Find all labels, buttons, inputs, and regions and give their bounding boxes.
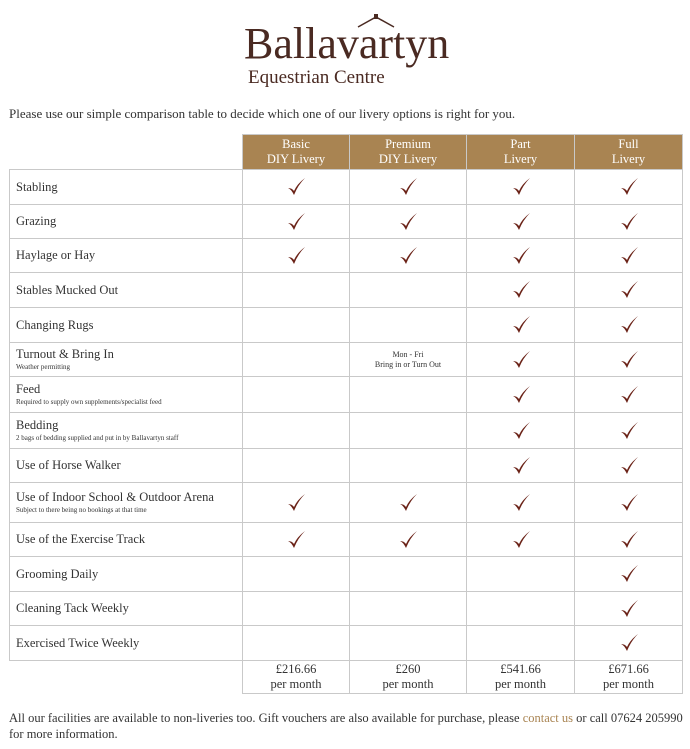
table-cell [350, 377, 467, 413]
checkmark-icon [618, 455, 640, 477]
table-cell [243, 449, 350, 483]
table-cell [467, 273, 575, 308]
price-cell-premium: £260 per month [350, 661, 467, 694]
table-cell [467, 557, 575, 592]
table-row [10, 449, 683, 483]
column-header-part: Part Livery [467, 135, 575, 170]
row-label-text: Bedding [16, 418, 59, 432]
row-label-text: Use of Horse Walker [16, 458, 121, 472]
checkmark-icon [618, 384, 640, 406]
table-row [10, 308, 683, 343]
checkmark-icon [510, 529, 532, 551]
table-cell [350, 592, 467, 626]
column-header-basic: Basic DIY Livery [243, 135, 350, 170]
checkmark-icon [510, 384, 532, 406]
price-cell-part: £541.66 per month [467, 661, 575, 694]
row-label [10, 413, 243, 449]
row-label [10, 170, 243, 205]
table-cell [350, 205, 467, 239]
table-row [10, 413, 683, 449]
row-label [10, 377, 243, 413]
table-cell [467, 170, 575, 205]
table-cell [575, 626, 683, 661]
price-cell-full: £671.66 per month [575, 661, 683, 694]
footer-text-after: or call 07624 205990 for more information. [9, 711, 683, 741]
checkmark-icon [618, 245, 640, 267]
table-cell [575, 483, 683, 523]
table-cell [467, 523, 575, 557]
checkmark-icon [618, 492, 640, 514]
table-cell [350, 239, 467, 273]
row-label [10, 273, 243, 308]
row-label [10, 343, 243, 377]
checkmark-icon [397, 245, 419, 267]
checkmark-icon [397, 529, 419, 551]
table-cell [467, 413, 575, 449]
row-label-text: Turnout & Bring In [16, 347, 114, 361]
table-row [10, 557, 683, 592]
price-cell-basic: £216.66 per month [243, 661, 350, 694]
row-label [10, 449, 243, 483]
checkmark-icon [618, 563, 640, 585]
row-label-text: Cleaning Tack Weekly [16, 601, 129, 615]
table-cell [575, 523, 683, 557]
checkmark-icon [510, 176, 532, 198]
table-cell [350, 413, 467, 449]
header-blank-cell [10, 135, 243, 170]
checkmark-icon [618, 349, 640, 371]
table-cell [243, 239, 350, 273]
table-cell [350, 449, 467, 483]
brand-logo [244, 14, 474, 90]
table-row [10, 592, 683, 626]
table-cell [350, 483, 467, 523]
table-cell [575, 449, 683, 483]
checkmark-icon [285, 211, 307, 233]
checkmark-icon [397, 176, 419, 198]
table-cell [350, 343, 467, 377]
intro-text: Please use our simple comparison table to decide which one of our livery options is right for you. [9, 106, 516, 121]
table-cell [575, 592, 683, 626]
table-cell [350, 170, 467, 205]
row-label [10, 483, 243, 523]
row-label [10, 626, 243, 661]
footer-text-before: All our facilities are available to non-liveries too. Gift vouchers are also available for purchase, please [9, 711, 523, 725]
table-cell [467, 239, 575, 273]
table-cell [243, 592, 350, 626]
checkmark-icon [510, 349, 532, 371]
price-row [10, 661, 683, 694]
table-cell [350, 308, 467, 343]
table-cell [350, 523, 467, 557]
cell-note: Mon - Fri Bring in or Turn Out [374, 349, 442, 369]
table-cell [350, 557, 467, 592]
row-label-text: Stables Mucked Out [16, 282, 119, 297]
table-row [10, 377, 683, 413]
footer-text [9, 710, 684, 742]
checkmark-icon [618, 211, 640, 233]
table-row [10, 523, 683, 557]
row-label-text: Stabling [16, 179, 58, 194]
table-cell [350, 273, 467, 308]
checkmark-icon [618, 529, 640, 551]
table-cell [243, 377, 350, 413]
checkmark-icon [510, 279, 532, 301]
row-label-text: Grazing [16, 214, 57, 228]
brand-subtitle: Equestrian Centre [248, 67, 385, 88]
brand-name: Ballavartyn [244, 19, 450, 68]
table-cell [575, 273, 683, 308]
livery-comparison-table [9, 134, 683, 694]
row-label-text: Use of Indoor School & Outdoor Arena [16, 490, 214, 504]
table-cell [243, 483, 350, 523]
table-row [10, 205, 683, 239]
table-cell [575, 377, 683, 413]
checkmark-icon [510, 455, 532, 477]
checkmark-icon [510, 314, 532, 336]
row-label [10, 308, 243, 343]
table-header-row [10, 135, 683, 170]
table-cell [575, 205, 683, 239]
table-row [10, 170, 683, 205]
checkmark-icon [510, 211, 532, 233]
table-cell [467, 308, 575, 343]
row-label-note: Required to supply own supplements/specialist feed [16, 398, 162, 406]
row-label-note: Subject to there being no bookings at that time [16, 506, 147, 514]
checkmark-icon [285, 176, 307, 198]
table-cell [243, 413, 350, 449]
table-cell [243, 343, 350, 377]
table-row [10, 626, 683, 661]
row-label-text: Changing Rugs [16, 317, 94, 332]
table-cell [575, 308, 683, 343]
checkmark-icon [397, 492, 419, 514]
table-cell [467, 626, 575, 661]
table-cell [243, 626, 350, 661]
table-cell [467, 592, 575, 626]
table-cell [350, 626, 467, 661]
checkmark-icon [510, 420, 532, 442]
row-label-text: Haylage or Hay [16, 248, 96, 262]
row-label [10, 205, 243, 239]
row-label-text: Feed [16, 382, 41, 396]
table-cell [575, 343, 683, 377]
row-label [10, 557, 243, 592]
checkmark-icon [285, 492, 307, 514]
table-cell [467, 205, 575, 239]
table-cell [467, 343, 575, 377]
table-cell [467, 377, 575, 413]
table-cell [575, 170, 683, 205]
row-label [10, 592, 243, 626]
table-cell [467, 483, 575, 523]
checkmark-icon [618, 420, 640, 442]
table-cell [243, 273, 350, 308]
column-header-premium: Premium DIY Livery [350, 135, 467, 170]
table-cell [575, 557, 683, 592]
checkmark-icon [618, 632, 640, 654]
table-cell [575, 413, 683, 449]
row-label-text: Exercised Twice Weekly [16, 635, 140, 650]
row-label [10, 523, 243, 557]
checkmark-icon [285, 529, 307, 551]
checkmark-icon [618, 598, 640, 620]
checkmark-icon [510, 492, 532, 514]
table-cell [243, 523, 350, 557]
checkmark-icon [510, 245, 532, 267]
row-label-text: Grooming Daily [16, 566, 99, 581]
price-blank-cell [10, 661, 243, 694]
checkmark-icon [618, 176, 640, 198]
table-cell [243, 308, 350, 343]
table-body [10, 170, 683, 661]
table-row [10, 239, 683, 273]
table-cell [243, 557, 350, 592]
column-header-full: Full Livery [575, 135, 683, 170]
row-label-text: Use of the Exercise Track [16, 532, 146, 546]
row-label-note: Weather permitting [16, 363, 71, 371]
checkmark-icon [618, 279, 640, 301]
checkmark-icon [618, 314, 640, 336]
table-row [10, 483, 683, 523]
table-cell [575, 239, 683, 273]
table-cell [467, 449, 575, 483]
table-row [10, 273, 683, 308]
contact-us-link[interactable]: contact us [522, 711, 574, 725]
table-row [10, 343, 683, 377]
row-label-note: 2 bags of bedding supplied and put in by Ballavartyn staff [16, 434, 179, 442]
table-cell [243, 170, 350, 205]
table-cell [243, 205, 350, 239]
row-label [10, 239, 243, 273]
checkmark-icon [285, 245, 307, 267]
checkmark-icon [397, 211, 419, 233]
